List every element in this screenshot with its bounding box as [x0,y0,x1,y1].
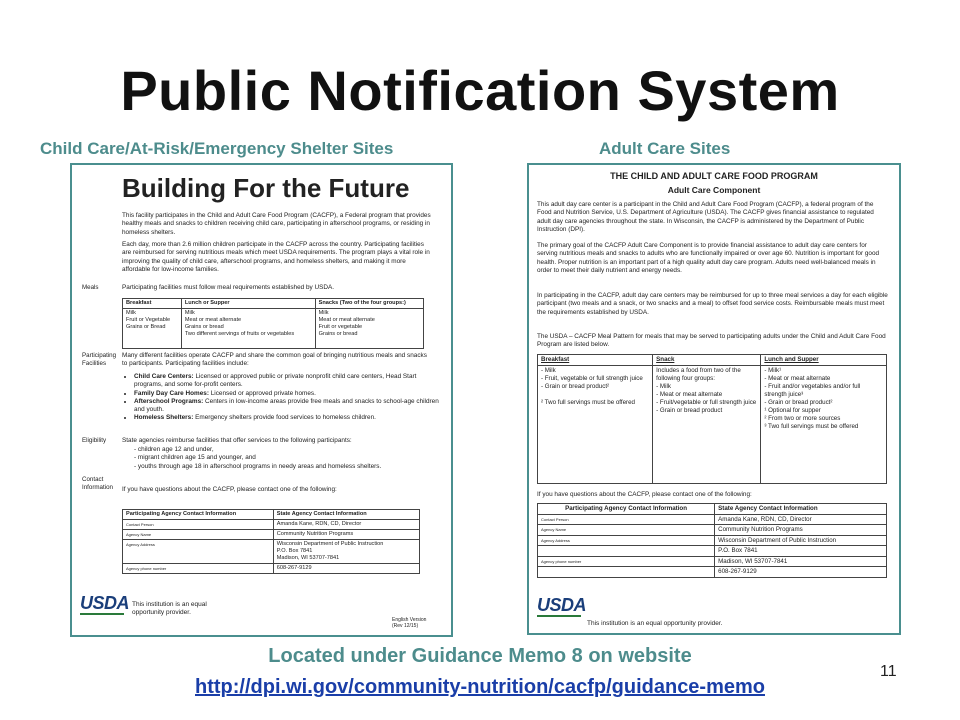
table-cell: Wisconsin Department of Public Instruction [715,535,887,546]
table-cell: Wisconsin Department of Public Instruction P.O. Box 7841 Madison, WI 53707-7841 [273,540,419,564]
table-cell: Contact Person [123,520,274,530]
table-cell: Madison, WI 53707-7841 [715,556,887,567]
table-cell: Milk Meat or meat alternate Fruit or vegetable Grains or bread [315,309,423,349]
contact-table [122,509,420,574]
table-cell: Amanda Kane, RDN, CD, Director [715,514,887,525]
table-cell: Agency Name [123,530,274,540]
table-header: Breakfast [538,355,653,366]
table-header: Participating Agency Contact Information [538,504,715,515]
table-cell: Community Nutrition Programs [715,525,887,536]
meals-label: Meals [82,284,99,291]
table-cell: Milk Fruit or Vegetable Grains or Bread [123,309,182,349]
table-cell: Community Nutrition Programs [273,530,419,540]
table-header: Participating Agency Contact Information [123,510,274,520]
table-header: Lunch and Supper [761,355,887,366]
table-cell: Agency Address [538,535,715,546]
adult-meal-pattern-table [537,354,887,484]
eligibility-label: Eligibility [82,437,107,444]
list-item: • Afterschool Programs: Centers in low-income areas provide free meals and snacks to school-age children and youth. [134,398,439,415]
list-item: - youths through age 18 in afterschool programs in needy areas and homeless shelters. [134,462,382,470]
left-column-label: Child Care/At-Risk/Emergency Shelter Sites [40,139,394,158]
notice-heading: Building For the Future [122,173,410,203]
list-item: • Child Care Centers: Licensed or approved public or private nonprofit child care centers, Head Start programs, and some for-profit centers. [134,373,439,390]
contact-label: Contact Information [82,476,113,491]
eligibility-text: State agencies reimburse facilities that offer services to the following participants: [122,437,352,444]
meal-requirements-table [122,298,424,349]
footer-caption: Located under Guidance Memo 8 on website [268,645,692,667]
right-column-label: Adult Care Sites [599,139,731,158]
contact-table [537,503,887,578]
list-item: - children age 12 and under, [134,446,214,453]
table-header: State Agency Contact Information [715,504,887,515]
list-item: • Family Day Care Homes: Licensed or approved private homes. [134,390,439,398]
usda-logo-bar [80,613,124,615]
page-number: 11 [880,663,897,680]
meals-text: Participating facilities must follow meal requirements established by USDA. [122,284,335,291]
facility-list [122,373,439,423]
contact-text: If you have questions about the CACFP, please contact one of the following: [537,491,752,498]
table-cell [538,567,715,578]
table-cell: - Milk¹ - Meat or meat alternate - Fruit and/or vegetables and/or full strength juice³ - Grain or bread product² ¹ Optional for supper ² From two or more sources ³ Two full servings must be offered [761,366,887,484]
table-cell: 608-267-9129 [273,564,419,574]
table-header: State Agency Contact Information [273,510,419,520]
table-cell: Amanda Kane, RDN, CD, Director [273,520,419,530]
version-text: English Version (Rev 12/15) [392,617,427,629]
table-cell: - Milk - Fruit, vegetable or full strength juice - Grain or bread product² ² Two full servings must be offered [538,366,653,484]
child-care-notice-image [70,163,453,637]
usda-logo-bar [537,615,581,617]
table-header: Breakfast [123,299,182,309]
notice-paragraph-1: This facility participates in the Child and Adult Care Food Program (CACFP), a Federal program that provides healthy meals and snacks to children receiving child care, participating in afterschool programs, or residing in homeless shelters. [122,212,431,236]
eligibility-list [122,446,439,471]
table-header: Snack [653,355,761,366]
table-cell: Milk Meat or meat alternate Grains or bread Two different servings of fruits or vegetables [181,309,315,349]
equal-opportunity-text: This institution is an equal opportunity provider. [132,601,207,617]
list-item: - migrant children age 15 and younger, and [134,454,256,462]
table-cell: 608-267-9129 [715,567,887,578]
slide-title: Public Notification System [120,59,840,122]
table-cell: Agency phone number [123,564,274,574]
table-cell: Contact Person [538,514,715,525]
notice-paragraph-2: The primary goal of the CACFP Adult Care Component is to provide financial assistance to adult day care centers for serving nutritious meals and snacks to adults who are functionally impaired or over age 60. Nutrition is important for good health. Proper nutrition is an important part of a high quality adult day care program. Adults need well-balanced meals in order to meet their daily nutrient and energy needs. [537,242,880,274]
notice-heading: THE CHILD AND ADULT CARE FOOD PROGRAM [610,171,818,181]
table-cell [538,546,715,557]
notice-paragraph-3: In participating in the CACFP, adult day care centers may be reimbursed for up to three meal services a day for each eligible participant (two meals and a snack, or two snacks and a meal) to offset food service costs. Reimbursable meals must meet the requirements established by USDA. [537,292,888,316]
participating-label: Participating Facilities [82,352,117,367]
list-item: • Homeless Shelters: Emergency shelters provide food services to homeless children. [134,414,439,422]
equal-opportunity-text: This institution is an equal opportunity provider. [587,620,723,627]
contact-text: If you have questions about the CACFP, please contact one of the following: [122,486,337,493]
usda-logo: USDA [537,595,587,615]
table-cell: Agency Address [123,540,274,564]
notice-paragraph-4: The USDA – CACFP Meal Pattern for meals that may be served to participating adults under the Child and Adult Care Food Program are listed below. [537,333,886,349]
adult-care-notice-image [527,163,901,635]
guidance-memo-link[interactable]: http://dpi.wi.gov/community-nutrition/cacfp/guidance-memo [195,676,765,698]
table-cell: P.O. Box 7841 [715,546,887,557]
notice-subheading: Adult Care Component [667,185,761,195]
table-cell: Agency phone number [538,556,715,567]
usda-logo: USDA [80,593,130,613]
table-header: Lunch or Supper [181,299,315,309]
participating-text: Many different facilities operate CACFP and share the common goal of bringing nutritious meals and snacks to participants. Participating facilities include: [122,352,427,368]
table-header: Snacks (Two of the four groups:) [315,299,423,309]
table-cell: Includes a food from two of the following four groups: - Milk - Meat or meat alternate - Fruit/vegetable or full strength juice - Grain or bread product [653,366,761,484]
table-cell: Agency Name [538,525,715,536]
notice-paragraph-2: Each day, more than 2.6 million children participate in the CACFP across the country. Participating facilities are reimbursed for serving nutritious meals which meet USDA requirements. The program plays a vital role in improving the quality of child care, afterschool programs, and homeless shelters, and making it more affordable for low-income families. [122,241,430,273]
notice-paragraph-1: This adult day care center is a participant in the Child and Adult Care Food Program (CACFP), a federal program of the Food and Nutrition Service, U.S. Department of Agriculture (USDA). The CACFP gives financial assistance to regulated adult day care agencies throughout the state. In Wisconsin, the CACFP is administered by the Department of Public Instruction (DPI). [537,201,874,233]
